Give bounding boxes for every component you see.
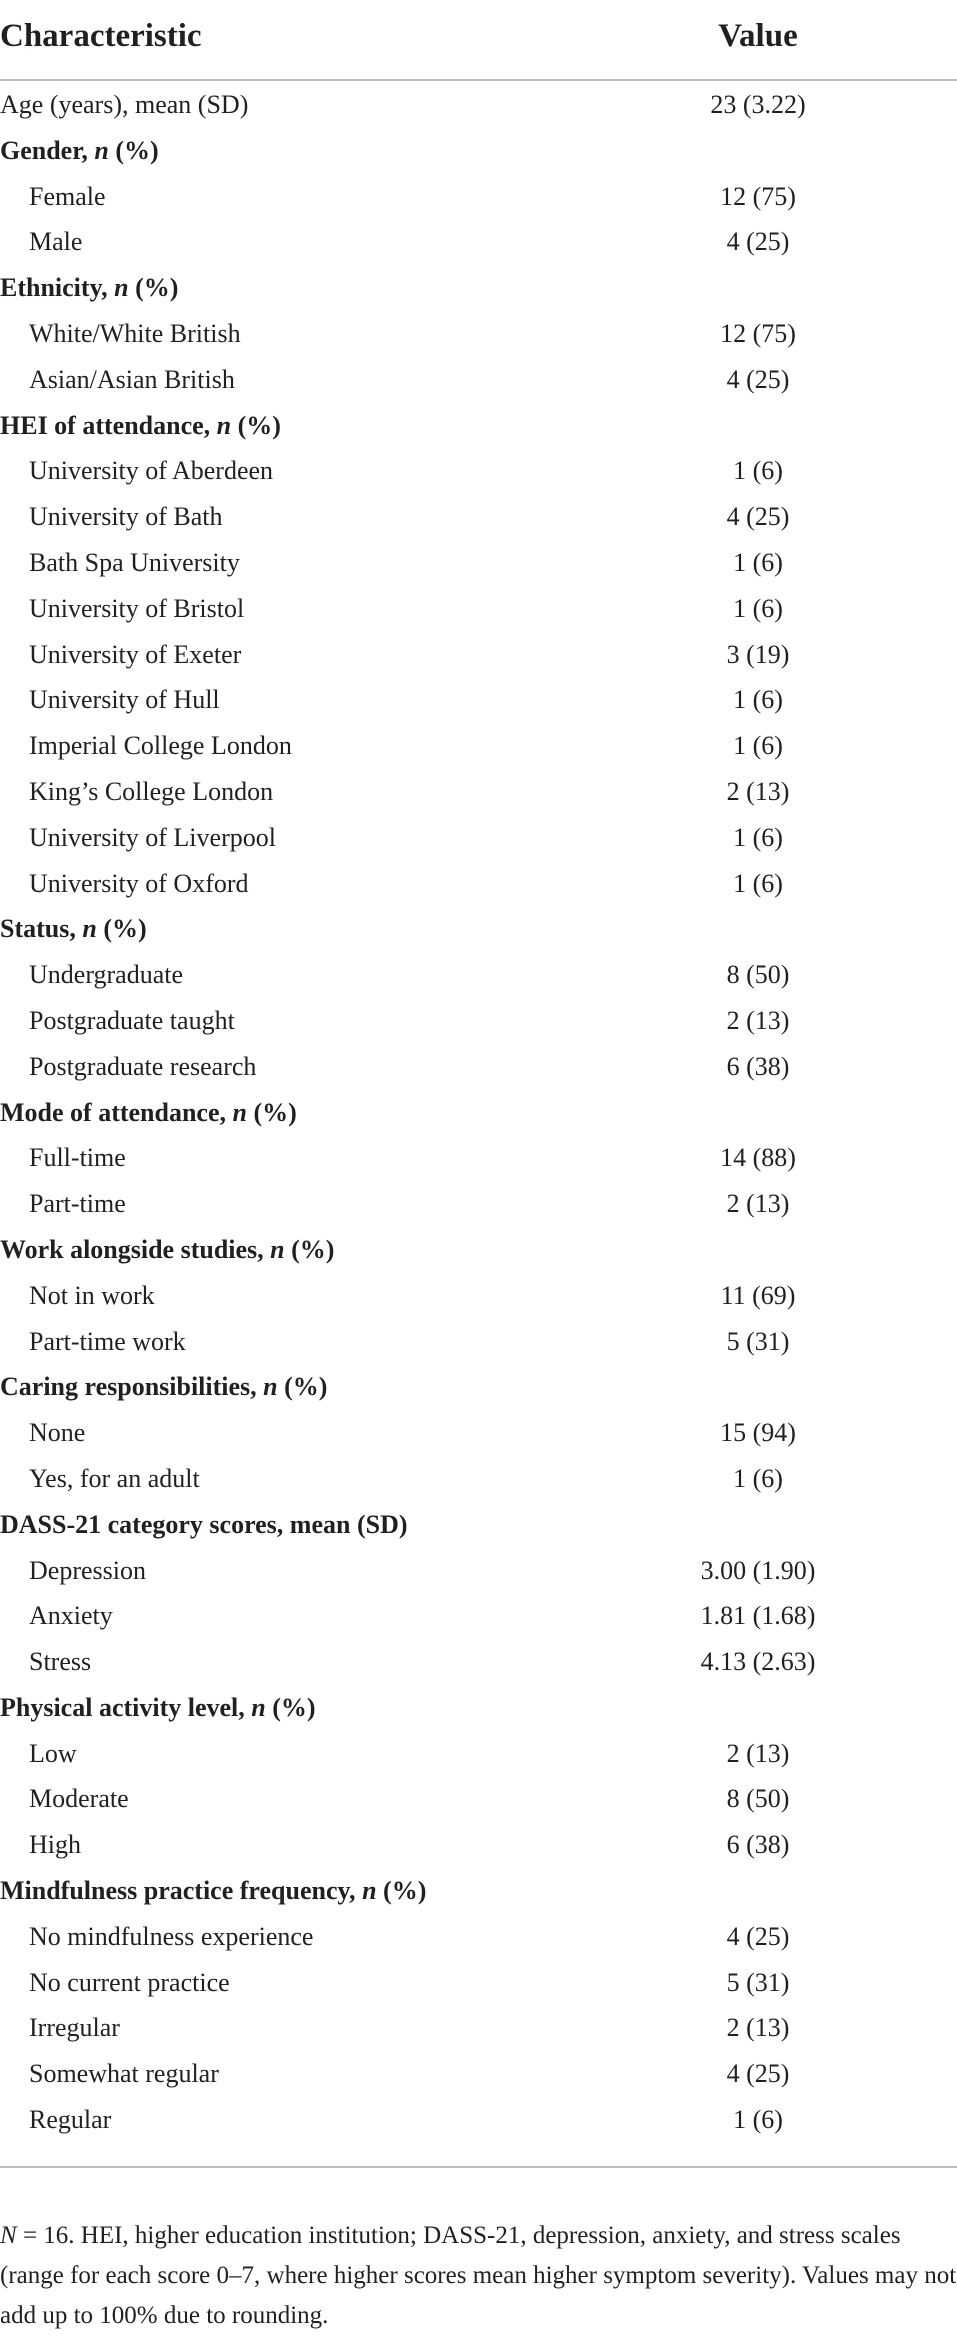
- section-heading-suffix: (%): [284, 1234, 335, 1264]
- row-value: 1 (6): [733, 868, 783, 898]
- section-heading: [0, 914, 147, 944]
- table-row: [0, 84, 957, 130]
- table-row: [0, 817, 957, 863]
- row-label: Somewhat regular: [29, 2059, 219, 2089]
- table-row: [0, 2053, 957, 2099]
- section-heading: [0, 136, 159, 166]
- section-heading-text: Mode of attendance,: [0, 1097, 233, 1127]
- table-row: [0, 725, 957, 771]
- section-heading-suffix: (%): [128, 273, 179, 303]
- row-value: 14 (88): [720, 1143, 796, 1173]
- row-value: 1 (6): [733, 1463, 783, 1493]
- section-heading-suffix: (%): [108, 135, 159, 165]
- row-label: Depression: [29, 1555, 146, 1585]
- section-heading-row: [0, 1504, 957, 1550]
- row-label: Regular: [29, 2105, 112, 2135]
- row-label: Postgraduate taught: [29, 1005, 235, 1035]
- row-value: 12 (75): [720, 318, 796, 348]
- section-heading-text: Caring responsibilities,: [0, 1372, 264, 1402]
- row-value: 2 (13): [726, 1738, 790, 1768]
- row-label: Yes, for an adult: [29, 1463, 200, 1493]
- table-row: [0, 2007, 957, 2053]
- section-heading-row: [0, 130, 957, 176]
- row-label: No current practice: [29, 1967, 230, 1997]
- table-footnote: [0, 2216, 957, 2336]
- table-row: [0, 1321, 957, 1367]
- table-row: [0, 1962, 957, 2008]
- table-row: [0, 359, 957, 405]
- row-value: 2 (13): [726, 1189, 790, 1219]
- row-label: None: [29, 1418, 86, 1448]
- row-label: Anxiety: [29, 1601, 113, 1631]
- footnote-n-symbol: N: [0, 2222, 17, 2249]
- row-label: Low: [29, 1738, 77, 1768]
- section-heading-n: n: [216, 410, 232, 440]
- section-heading: [0, 1098, 297, 1128]
- row-label: Full-time: [29, 1143, 126, 1173]
- row-value: 4 (25): [726, 2059, 790, 2089]
- section-heading-text: Status,: [0, 914, 83, 944]
- section-heading-suffix: (%): [376, 1876, 427, 1906]
- table-row: [0, 588, 957, 634]
- section-heading-text: Ethnicity,: [0, 273, 115, 303]
- row-value: 15 (94): [720, 1418, 796, 1448]
- table-header: [0, 0, 957, 78]
- table-row: [0, 313, 957, 359]
- table-row: [0, 1595, 957, 1641]
- table-row: [0, 634, 957, 680]
- section-heading: [0, 411, 281, 441]
- table-row: [0, 1733, 957, 1779]
- section-heading-n: n: [82, 914, 97, 944]
- section-heading-n: n: [263, 1372, 278, 1402]
- row-value: 4 (25): [726, 1921, 790, 1951]
- row-label: Postgraduate research: [29, 1051, 257, 1081]
- row-value: 1 (6): [733, 822, 783, 852]
- section-heading-text: Mindfulness practice frequency,: [0, 1876, 363, 1906]
- footnote-text: = 16. HEI, higher education institution; DASS-21, depression, anxiety, and stress scales (range for each score 0–7, where higher scores mean higher symptom severity). Values may not add up to 100% due to rounding.: [0, 2222, 957, 2329]
- section-heading-suffix: (%): [246, 1097, 297, 1127]
- row-value: 12 (75): [720, 181, 796, 211]
- row-value: 4.13 (2.63): [700, 1647, 816, 1677]
- row-label: Female: [29, 181, 106, 211]
- row-label: University of Oxford: [29, 868, 249, 898]
- section-heading: [0, 1235, 334, 1265]
- row-value: 8 (50): [726, 1784, 790, 1814]
- section-heading-n: n: [362, 1876, 377, 1906]
- section-heading-suffix: (%): [265, 1692, 316, 1722]
- row-label: No mindfulness experience: [29, 1921, 314, 1951]
- table-row: [0, 1137, 957, 1183]
- row-label: University of Liverpool: [29, 822, 276, 852]
- row-value: 8 (50): [726, 960, 790, 990]
- row-label: Imperial College London: [29, 731, 292, 761]
- table-row: [0, 221, 957, 267]
- table-row: [0, 2099, 957, 2145]
- table-row: [0, 863, 957, 909]
- row-value: 11 (69): [720, 1280, 796, 1310]
- row-label: Part-time: [29, 1189, 126, 1219]
- row-label: King’s College London: [29, 776, 274, 806]
- header-characteristic: Characteristic: [0, 18, 202, 54]
- section-heading-suffix: (%): [96, 914, 147, 944]
- table-row: [0, 1000, 957, 1046]
- table-bottom-rule: [0, 2166, 957, 2168]
- section-heading: [0, 1876, 426, 1906]
- row-value: 2 (13): [726, 776, 790, 806]
- section-heading-row: [0, 908, 957, 954]
- section-heading-n: n: [270, 1234, 285, 1264]
- row-label: University of Bristol: [29, 593, 245, 623]
- table-row: [0, 1458, 957, 1504]
- row-value: 1 (6): [733, 456, 783, 486]
- row-label: Part-time work: [29, 1326, 186, 1356]
- row-value: 3.00 (1.90): [700, 1555, 816, 1585]
- section-heading-n: n: [251, 1692, 266, 1722]
- table-row: [0, 1412, 957, 1458]
- row-label: Moderate: [29, 1784, 129, 1814]
- row-label: Asian/Asian British: [29, 364, 235, 394]
- table-row: [0, 1183, 957, 1229]
- row-value: 1 (6): [733, 2105, 783, 2135]
- row-label: Age (years), mean (SD): [0, 90, 249, 119]
- table-row: [0, 1550, 957, 1596]
- row-label: University of Bath: [29, 502, 223, 532]
- section-heading-text: DASS-21 category scores, mean (SD): [0, 1509, 408, 1539]
- table-row: [0, 1778, 957, 1824]
- row-value: 2 (13): [726, 1005, 790, 1035]
- section-heading-text: Physical activity level,: [0, 1692, 252, 1722]
- section-heading-suffix: (%): [277, 1372, 328, 1402]
- row-value: 5 (31): [726, 1326, 790, 1356]
- row-value: 1 (6): [733, 685, 783, 715]
- section-heading-row: [0, 1687, 957, 1733]
- row-label: University of Hull: [29, 685, 220, 715]
- row-label: High: [29, 1830, 81, 1860]
- section-heading-n: n: [114, 273, 129, 303]
- row-value: 6 (38): [726, 1051, 790, 1081]
- section-heading-text: Gender,: [0, 135, 95, 165]
- row-label: Irregular: [29, 2013, 120, 2043]
- section-heading: [0, 1693, 316, 1723]
- section-heading-row: [0, 405, 957, 451]
- section-heading: [0, 1372, 327, 1402]
- table-row: [0, 450, 957, 496]
- row-value: 3 (19): [726, 639, 790, 669]
- row-value: 4 (25): [726, 227, 790, 257]
- section-heading-n: n: [232, 1097, 247, 1127]
- row-label: Undergraduate: [29, 960, 184, 990]
- table-row: [0, 679, 957, 725]
- row-value: 1 (6): [733, 593, 783, 623]
- table-body: [0, 84, 957, 2145]
- table-row: [0, 542, 957, 588]
- row-value: 1 (6): [733, 731, 783, 761]
- row-label: Not in work: [29, 1280, 155, 1310]
- section-heading-row: [0, 1092, 957, 1138]
- row-value: 5 (31): [726, 1967, 790, 1997]
- table-row: [0, 1275, 957, 1321]
- table-row: [0, 496, 957, 542]
- header-rule: [0, 79, 957, 81]
- row-value: 1.81 (1.68): [700, 1601, 816, 1631]
- section-heading-row: [0, 1366, 957, 1412]
- row-value: 2 (13): [726, 2013, 790, 2043]
- table-row: [0, 1916, 957, 1962]
- table-row: [0, 1641, 957, 1687]
- section-heading-row: [0, 1870, 957, 1916]
- row-value: 4 (25): [726, 364, 790, 394]
- section-heading-row: [0, 267, 957, 313]
- row-label: Bath Spa University: [29, 547, 240, 577]
- header-value: Value: [718, 18, 798, 54]
- row-label: University of Aberdeen: [29, 456, 274, 486]
- section-heading: [0, 273, 178, 303]
- table-row: [0, 771, 957, 817]
- table-row: [0, 954, 957, 1000]
- row-label: Stress: [29, 1647, 92, 1677]
- table-row: [0, 1046, 957, 1092]
- row-value: 6 (38): [726, 1830, 790, 1860]
- section-heading-text: Work alongside studies,: [0, 1234, 271, 1264]
- row-value: 23 (3.22): [710, 90, 806, 119]
- row-label: University of Exeter: [29, 639, 242, 669]
- section-heading-text: HEI of attendance,: [0, 410, 217, 440]
- table-row: [0, 176, 957, 222]
- row-value: 4 (25): [726, 502, 790, 532]
- table-row: [0, 1824, 957, 1870]
- section-heading: [0, 1510, 408, 1540]
- section-heading-row: [0, 1229, 957, 1275]
- row-label: White/White British: [29, 318, 241, 348]
- row-value: 1 (6): [733, 547, 783, 577]
- section-heading-n: n: [94, 135, 109, 165]
- row-label: Male: [29, 227, 83, 257]
- section-heading-suffix: (%): [231, 410, 281, 440]
